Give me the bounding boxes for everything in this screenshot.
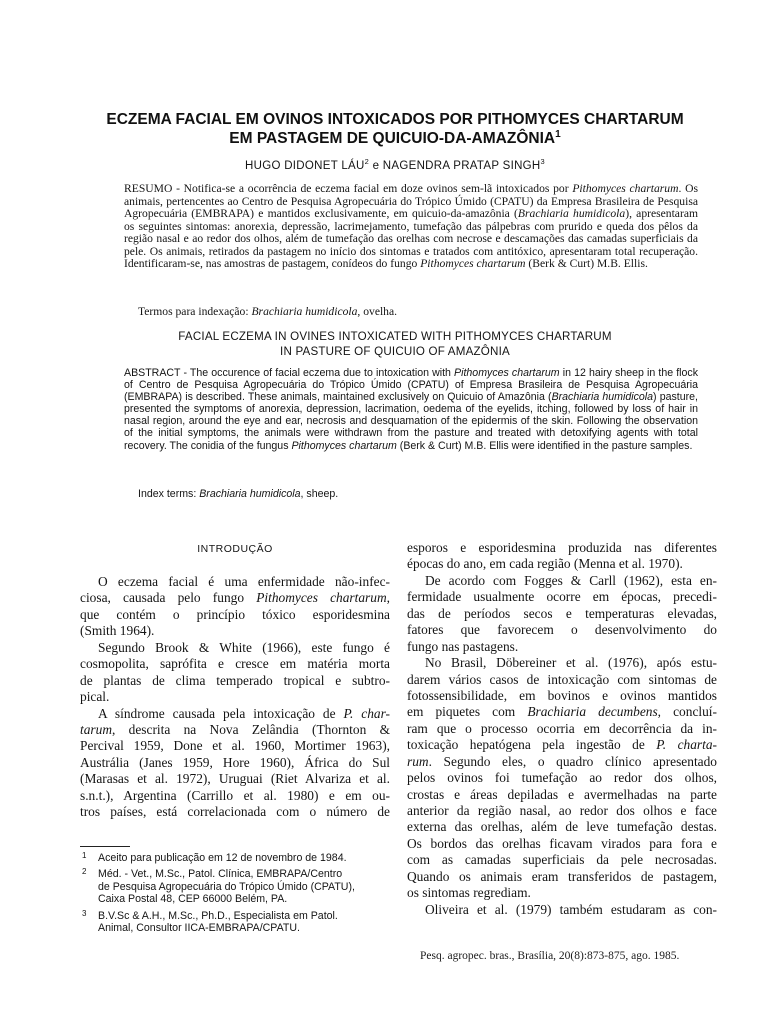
text-run: toxicação hepatógena pela ingestão de [407, 737, 657, 753]
body-text-line [80, 607, 390, 623]
left-column-lines [80, 566, 390, 821]
body-column-left [80, 540, 390, 821]
species-name: Brachiaria humidicola [517, 207, 626, 220]
body-text-line [407, 672, 717, 688]
text-run: , concluí- [657, 704, 717, 720]
body-text-line [80, 590, 390, 606]
body-text-line [407, 688, 717, 704]
body-text-line [80, 656, 390, 672]
body-text-line [407, 803, 717, 819]
body-text-line [407, 721, 717, 737]
title-en-line-2: IN PASTURE OF QUICUIO OF AMAZÔNIA [280, 344, 510, 358]
paragraph-gap [80, 566, 390, 574]
index-terms-pt-species: Brachiaria humidicola [251, 305, 358, 318]
footnote-text: de Pesquisa Agropecuária do Trópico Úmido (CPATU), [98, 880, 355, 893]
abstract-paragraph [124, 367, 698, 452]
body-text-line [407, 819, 717, 835]
text-run: cosmopolita, saprófita e cresce em matéria morta [80, 656, 390, 672]
text-run: A síndrome causada pela intoxicação de [98, 705, 344, 721]
text-run: que contém o princípio tóxico esporidesmina [80, 606, 390, 622]
author-1: HUGO DIDONET LÁU [245, 160, 365, 172]
index-terms-en-species: Brachiaria humidicola [199, 488, 301, 500]
text-run: Oliveira et al. (1979) também estudaram as con- [425, 901, 717, 917]
footnote-number: 1 [82, 851, 87, 860]
journal-citation: Pesq. agropec. bras., Brasília, 20(8):873-875, ago. 1985. [420, 950, 680, 962]
text-run: - Notifica-se a ocorrência de eczema facial em doze ovinos sem-lã intoxicados por [172, 182, 573, 195]
text-run: épocas do ano, em cada região (Menna et al. 1970). [407, 556, 683, 572]
author-2: NAGENDRA PRATAP SINGH [382, 160, 541, 172]
body-text-line [80, 623, 390, 639]
body-text-line [407, 622, 717, 638]
body-column-right [407, 540, 717, 918]
body-text-line [407, 836, 717, 852]
text-run: fotossensibilidade, em bovinos e ovinos mantidos [407, 687, 717, 703]
text-run: fermidade usualmente ocorre em épocas, precedi- [407, 589, 717, 605]
title-footnote-marker: 1 [555, 128, 561, 140]
body-text-line [80, 673, 390, 689]
text-run: O eczema facial é uma enfermidade não-infec- [98, 574, 390, 589]
footnote-text: Aceito para publicação em 12 de novembro de 1984. [98, 852, 347, 864]
species-name: Brachiaria decumbens [527, 704, 658, 720]
species-name: rum [407, 753, 429, 769]
text-run: fungo nas pastagens. [407, 638, 519, 654]
body-text-line [407, 885, 717, 901]
section-heading-introducao: INTRODUÇÃO [197, 543, 273, 555]
species-name: Pithomyces chartarum [256, 590, 387, 606]
text-run: pelos ovinos foi tumefação ao redor dos olhos, [407, 770, 717, 786]
body-text-line [407, 556, 717, 572]
species-name: Pithomyces chartarum [291, 439, 397, 452]
text-run: De acordo com Fogges & Carll (1962), esta en- [425, 572, 717, 588]
body-text-line [407, 754, 717, 770]
text-run: . Os animais, pertencentes ao Centro de Pesquisa Agropecuária do Trópico Úmido (CPATU) da Empresa Brasileira de Pesquisa Agropecuária (EMBRAPA) e mantidos exclusivamente, em quicuio-da-amazônia ( [124, 182, 699, 220]
text-run: s.n.t.), Argentina (Carrillo et al. 1980) e em ou- [80, 787, 390, 803]
body-text-line [407, 737, 717, 753]
species-name: Pithomyces chartarum [454, 367, 560, 379]
footnote-text: Caixa Postal 48, CEP 66000 Belém, PA. [98, 893, 288, 906]
body-text-line [407, 902, 717, 918]
body-text-line [407, 639, 717, 655]
body-text-line [407, 787, 717, 803]
body-text-line [80, 788, 390, 804]
index-terms-pt [138, 305, 397, 318]
species-name: Brachiaria humidicola [551, 391, 654, 404]
text-run: (Marasas et al. 1972), Uruguai (Riet Alvariza et al. [80, 771, 390, 787]
text-run: ), apresentaram os seguintes sintomas: anorexia, depressão, lacrimejamento, tumefação das pálpebras com prurido e queda dos pêlos da região nasal e ao redor dos olhos, além de tumefação das orelhas com necrose e descamações das camadas superficiais da pele. Os animais, retirados da pastagem no início dos sintomas e tratados com antitóxico, apresentaram total recuperação. Identificaram-se, nas amostras de pastagem, conídeos do fungo [124, 207, 698, 270]
index-terms-en-label: Index terms: [138, 488, 200, 500]
abstract-body [124, 367, 698, 452]
text-run: , descrita na Nova Zelândia (Thornton & [112, 721, 390, 737]
text-run: No Brasil, Döbereiner et al. (1976), após estu- [425, 655, 717, 671]
text-run: pical. [80, 689, 110, 705]
text-run: ) pasture, presented the symptoms of anorexia, depression, lacrimation, oedema of the eyelids, itching, followed by loss of hair in nasal region, around the eye and ear, necrosis and desquamation of the epidermis of the skin. Following the observation of the initial symptoms, the animals were withdrawn from the pasture and treated with detoxifying agents with total recovery. The conidia of the fungus [124, 391, 699, 452]
text-run: de plantas de clima temperado tropical e subtro- [80, 672, 390, 688]
index-terms-pt-label: Termos para indexação: [138, 305, 252, 318]
abstract-label: ABSTRACT [124, 367, 181, 379]
species-name: Pithomyces chartarum [420, 257, 526, 270]
text-run: in 12 hairy sheep in the flock of Centro de Pesquisa Agropecuária do Trópico Úmido (CPATU) of Empresa Brasileira de Pesquisa Agropecuária (EMBRAPA) is described. These animals, maintained exclusively on Quicuio of Amazônia ( [124, 367, 699, 404]
body-text-line [80, 738, 390, 754]
body-text-line [80, 804, 390, 820]
text-run: Quando os animais eram transferidos de pastagem, [407, 868, 717, 884]
footnotes [80, 852, 390, 938]
text-run: os sintomas regrediam. [407, 885, 531, 901]
resumo-body [124, 182, 698, 270]
species-name: P. charta- [656, 737, 717, 753]
text-run: - The occurence of facial eczema due to intoxication with [180, 367, 455, 379]
article-title-en [60, 330, 730, 359]
species-name: tarum [80, 721, 112, 737]
title-line-2 [60, 129, 730, 148]
text-run: com as camadas superficiais da pele necrosadas. [407, 852, 717, 868]
text-run: esporos e esporidesmina produzida nas diferentes [407, 540, 717, 555]
title-en-line-1: FACIAL ECZEMA IN OVINES INTOXICATED WITH PITHOMYCES CHARTARUM [178, 330, 612, 343]
author-1-marker: 2 [364, 157, 370, 167]
footnote-number: 3 [82, 908, 87, 918]
text-run: ciosa, causada pelo fungo [80, 590, 257, 606]
body-text-line [80, 574, 390, 590]
text-run: Austrália (Janes 1959, Hore 1960), África do Sul [80, 754, 390, 770]
right-column-lines [407, 540, 717, 918]
footnote-text: B.V.Sc & A.H., M.Sc., Ph.D., Especialista em Patol. [98, 909, 338, 922]
body-text-line [407, 852, 717, 868]
text-run: ram que o processo ocorria em decorrência da in- [407, 720, 717, 736]
footnote-3 [80, 910, 390, 935]
body-text-line [80, 706, 390, 722]
body-text-line [407, 869, 717, 885]
index-terms-en-rest: , sheep. [300, 488, 339, 500]
article-title-pt [60, 110, 730, 148]
body-text-line [80, 640, 390, 656]
body-text-line [80, 771, 390, 787]
species-name: P. char- [343, 705, 391, 721]
index-terms-en [138, 488, 338, 500]
footnote-2 [80, 868, 390, 905]
text-run: Os bordos das orelhas ficavam virados para fora e [407, 835, 717, 851]
text-run: Percival 1959, Done et al. 1960, Mortimer 1963), [80, 738, 390, 754]
text-run: em piquetes com [407, 704, 528, 720]
text-run: externa das orelhas, além de leve tumefação destas. [407, 819, 717, 835]
text-run: . Segundo eles, o quadro clínico apresentado [428, 753, 717, 769]
text-run: (Berk & Curt) M.B. Ellis were identified in the pasture samples. [396, 439, 693, 452]
footnote-text: Méd. - Vet., M.Sc., Patol. Clínica, EMBRAPA/Centro [98, 868, 343, 881]
text-run: das de períodos secos e temperaturas elevadas, [407, 605, 717, 621]
text-run: anterior da região nasal, ao redor dos olhos e face [407, 803, 717, 818]
author-2-marker: 3 [540, 157, 545, 167]
resumo-paragraph [124, 183, 698, 271]
body-text-line [407, 540, 717, 556]
body-text-line [407, 704, 717, 720]
resumo-label: RESUMO [124, 182, 173, 195]
footnote-divider [80, 846, 130, 847]
text-run: crostas e áreas depiladas e avermelhadas na parte [407, 786, 717, 802]
species-name: Pithomyces chartarum [572, 182, 679, 195]
footnote-number: 2 [82, 867, 87, 877]
text-run: (Berk & Curt) M.B. Ellis. [525, 257, 648, 270]
body-text-line [80, 722, 390, 738]
body-text-line [407, 589, 717, 605]
text-run: Segundo Brook & White (1966), este fungo é [98, 639, 390, 655]
index-terms-pt-rest: , ovelha. [357, 305, 398, 318]
body-text-line [407, 573, 717, 589]
text-run: tros países, está correlacionada com o número de [80, 804, 390, 820]
body-text-line [80, 689, 390, 705]
author-conjunction: e [372, 160, 380, 172]
title-line-1: ECZEMA FACIAL EM OVINOS INTOXICADOS POR PITHOMYCES CHARTARUM [106, 111, 684, 128]
title-line-2-text: EM PASTAGEM DE QUICUIO-DA-AMAZÔNIA [229, 130, 556, 147]
text-run: , [386, 590, 390, 606]
body-text-line [407, 770, 717, 786]
author-line [60, 157, 730, 172]
body-text-line [80, 755, 390, 771]
body-text-line [407, 655, 717, 671]
text-run: (Smith 1964). [80, 623, 155, 639]
text-run: fatores que favorecem o desenvolvimento do [407, 622, 717, 638]
footnote-text: Animal, Consultor IICA-EMBRAPA/CPATU. [98, 922, 300, 935]
body-text-line [407, 606, 717, 622]
footnote-1 [80, 852, 390, 864]
text-run: darem vários casos de intoxicação com sintomas de [407, 671, 717, 687]
